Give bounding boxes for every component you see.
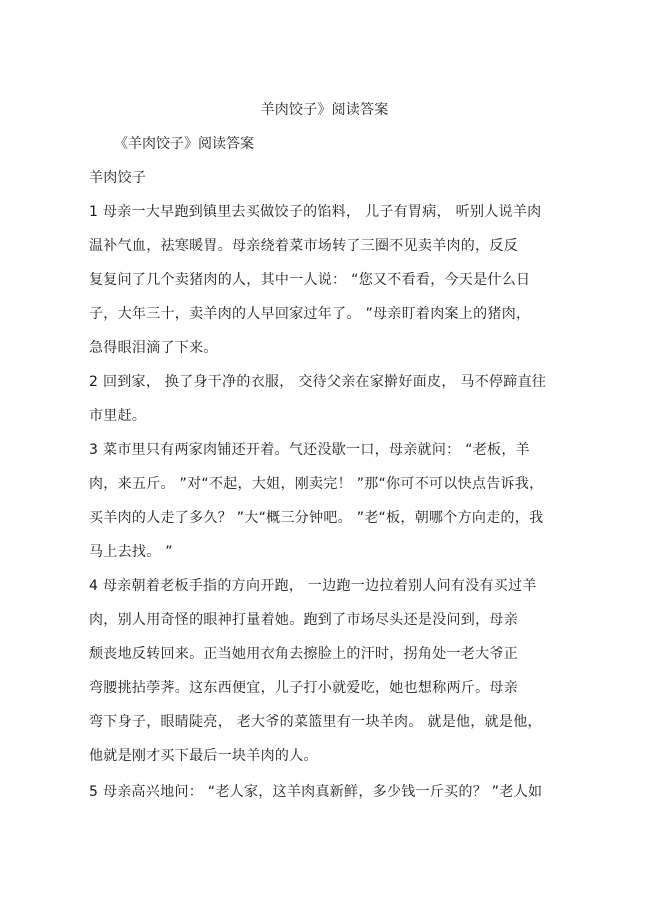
paragraph-line: 温补气血，祛寒暖胃。母亲绕着菜市场转了三圈不见卖羊肉的，反反 — [89, 238, 518, 254]
paragraph-line: 他就是刚才买下最后一块羊肉的人。 — [89, 748, 318, 764]
paragraph-line: 买羊肉的人走了多久？ ”大“概三分钟吧。 ”老“板，朝哪个方向走的，我 — [89, 510, 544, 526]
paragraph-line: 2 回到家， 换了身干净的衣服， 交待父亲在家擀好面皮， 马不停蹄直往 — [89, 374, 547, 390]
paragraph-line: 市里赶。 — [89, 408, 147, 424]
paragraph-line: 3 菜市里只有两家肉铺还开着。气还没歇一口，母亲就问： “老板，羊 — [89, 442, 530, 458]
paragraph-line: 弯下身子，眼睛陡亮， 老大爷的菜篮里有一块羊肉。 就是他，就是他， — [89, 714, 542, 730]
paragraph-line: 肉，来五斤。 ”对“不起，大姐，刚卖完！ ”那“你可不可以快点告诉我， — [89, 476, 544, 492]
paragraph-line: 1 母亲一大早跑到镇里去买做饺子的馅料， 儿子有胃病， 听别人说羊肉 — [89, 204, 542, 220]
paragraph-line: 4 母亲朝着老板手指的方向开跑， 一边跑一边拉着别人问有没有买过羊 — [89, 578, 537, 594]
paragraph-line: 复复问了几个卖猪肉的人，其中一人说： “您又不看看，今天是什么日 — [89, 272, 531, 288]
paragraph-line: 5 母亲高兴地问： “老人家，这羊肉真新鲜，多少钱一斤买的？ ”老人如 — [89, 784, 543, 800]
story-title: 羊肉饺子 — [89, 170, 147, 186]
paragraph-line: 马上去找。 ” — [89, 544, 173, 560]
document-subtitle: 《羊肉饺子》阅读答案 — [114, 136, 254, 152]
paragraph-line: 急得眼泪滴了下来。 — [89, 340, 218, 356]
paragraph-line: 颓丧地反转回来。正当她用衣角去擦脸上的汗时，拐角处一老大爷正 — [89, 646, 518, 662]
paragraph-line: 弯腰挑拈荸荠。这东西便宜，儿子打小就爱吃，她也想称两斤。母亲 — [89, 680, 518, 696]
paragraph-line: 肉，别人用奇怪的眼神打量着她。跑到了市场尽头还是没问到，母亲 — [89, 612, 518, 628]
paragraph-line: 子，大年三十，卖羊肉的人早回家过年了。 ”母亲盯着肉案上的猪肉， — [89, 306, 531, 322]
page-title: 羊肉饺子》阅读答案 — [260, 102, 389, 118]
